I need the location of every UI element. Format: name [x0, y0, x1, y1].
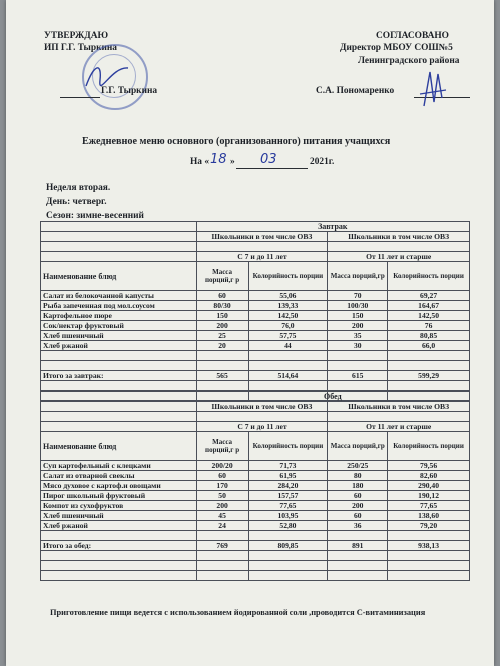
lunch-col-cal-a: Колорийность порции	[248, 432, 328, 461]
date-prefix: На «	[190, 157, 210, 167]
dish-name: Мясо духовое с картоф.и овощами	[41, 481, 197, 491]
lunch-table	[40, 391, 470, 581]
breakfast-col-mass-a: Масса порций,г р	[196, 262, 248, 291]
mass-b: 80	[328, 471, 388, 481]
page-title: Ежедневное меню основного (организованного) питания учащихся	[82, 136, 391, 147]
breakfast-age-b: От 11 лет и старше	[328, 252, 470, 262]
mass-b: 30	[328, 341, 388, 351]
dish-name: Хлеб ржаной	[41, 341, 197, 351]
dish-name: Пирог школьный фруктовый	[41, 491, 197, 501]
calories-a: 139,33	[248, 301, 328, 311]
mass-a: 200	[196, 501, 248, 511]
calories-a: 71,73	[248, 461, 328, 471]
table-row	[41, 471, 470, 481]
mass-a: 24	[196, 521, 248, 531]
dish-name: Хлеб ржаной	[41, 521, 197, 531]
calories-b: 290,40	[388, 481, 470, 491]
mass-a: 60	[196, 291, 248, 301]
table-row	[41, 331, 470, 341]
calories-a: 142,50	[248, 311, 328, 321]
dish-name: Хлеб пшеничный	[41, 511, 197, 521]
breakfast-col-mass-b: Масса порций,гр	[328, 262, 388, 291]
day-info: День: четверг.	[46, 197, 107, 207]
date-mid: »	[230, 157, 235, 167]
lunch-age-a: С 7 и до 11 лет	[196, 422, 328, 432]
dish-name: Рыба запеченная под мол.соусом	[41, 301, 197, 311]
calories-a: 103,95	[248, 511, 328, 521]
mass-a: 50	[196, 491, 248, 501]
mass-a: 170	[196, 481, 248, 491]
calories-a: 61,95	[248, 471, 328, 481]
table-row	[41, 321, 470, 331]
table-row	[41, 461, 470, 471]
approve-org: ИП Г.Г. Тыркина	[44, 43, 117, 53]
breakfast-group-b: Школьники в том числе ОВЗ	[328, 232, 470, 242]
approve-sign-line	[60, 97, 100, 98]
table-row	[41, 511, 470, 521]
calories-b: 190,12	[388, 491, 470, 501]
mass-b: 150	[328, 311, 388, 321]
calories-b: 76	[388, 321, 470, 331]
mass-b: 180	[328, 481, 388, 491]
breakfast-total-c2: 599,29	[388, 371, 470, 381]
agree-signature	[418, 68, 448, 110]
calories-b: 164,67	[388, 301, 470, 311]
dish-name: Суп картофельный с клецками	[41, 461, 197, 471]
approve-signer: Г.Г. Тыркина	[101, 86, 158, 96]
footer-note: Приготовление пищи ведется с использованием йодированной соли ,проводится С-витаминизация	[50, 608, 426, 617]
breakfast-title: Завтрак	[196, 222, 469, 232]
lunch-col-cal-b: Колорийность порции	[388, 432, 470, 461]
mass-a: 200/20	[196, 461, 248, 471]
calories-a: 52,80	[248, 521, 328, 531]
mass-b: 70	[328, 291, 388, 301]
menu-document	[6, 0, 494, 666]
table-row	[41, 311, 470, 321]
breakfast-table	[40, 221, 470, 401]
week-info: Неделя вторая.	[46, 183, 111, 193]
dish-name: Салат из белокочанной капусты	[41, 291, 197, 301]
agree-signer: С.А. Пономаренко	[316, 86, 395, 96]
calories-a: 55,06	[248, 291, 328, 301]
lunch-col-name: Наименование блюд	[41, 432, 197, 461]
lunch-total-c2: 938,13	[388, 541, 470, 551]
mass-a: 25	[196, 331, 248, 341]
calories-a: 77,65	[248, 501, 328, 511]
lunch-col-mass-a: Масса порций,г р	[196, 432, 248, 461]
calories-a: 157,57	[248, 491, 328, 501]
dish-name: Салат из отварной свеклы	[41, 471, 197, 481]
calories-b: 66,0	[388, 341, 470, 351]
lunch-group-a: Школьники в том числе ОВЗ	[196, 402, 328, 412]
dish-name: Сок/нектар фруктовый	[41, 321, 197, 331]
mass-a: 200	[196, 321, 248, 331]
date-year: 2021г.	[310, 157, 335, 167]
table-row	[41, 481, 470, 491]
calories-a: 284,20	[248, 481, 328, 491]
breakfast-group-a: Школьники в том числе ОВЗ	[196, 232, 328, 242]
breakfast-total-m1: 565	[196, 371, 248, 381]
date-day: 18	[210, 152, 227, 167]
mass-a: 80/30	[196, 301, 248, 311]
mass-b: 100/30	[328, 301, 388, 311]
calories-b: 138,60	[388, 511, 470, 521]
mass-b: 200	[328, 321, 388, 331]
calories-b: 80,85	[388, 331, 470, 341]
agree-district: Ленинградского района	[358, 56, 460, 66]
breakfast-age-a: С 7 и до 11 лет	[196, 252, 328, 262]
dish-name: Хлеб пшеничный	[41, 331, 197, 341]
calories-a: 57,75	[248, 331, 328, 341]
mass-b: 35	[328, 331, 388, 341]
mass-a: 20	[196, 341, 248, 351]
breakfast-col-cal-b: Колорийность порции	[388, 262, 470, 291]
breakfast-total-c1: 514,64	[248, 371, 328, 381]
calories-b: 142,50	[388, 311, 470, 321]
lunch-total-m2: 891	[328, 541, 388, 551]
calories-b: 77,65	[388, 501, 470, 511]
approve-label: УТВЕРЖДАЮ	[44, 31, 109, 41]
lunch-age-b: От 11 лет и старше	[328, 422, 470, 432]
lunch-group-b: Школьники в том числе ОВЗ	[328, 402, 470, 412]
mass-a: 45	[196, 511, 248, 521]
breakfast-total-m2: 615	[328, 371, 388, 381]
dish-name: Картофельное пюре	[41, 311, 197, 321]
lunch-col-mass-b: Масса порций,гр	[328, 432, 388, 461]
mass-b: 250/25	[328, 461, 388, 471]
table-row	[41, 491, 470, 501]
agree-org: Директор МБОУ СОШ№5	[340, 43, 453, 53]
table-row	[41, 341, 470, 351]
lunch-title: Обед	[196, 392, 469, 402]
mass-b: 60	[328, 511, 388, 521]
calories-b: 79,56	[388, 461, 470, 471]
season-info: Сезон: зимне-весенний	[46, 211, 144, 221]
breakfast-col-name: Наименование блюд	[41, 262, 197, 291]
calories-a: 76,0	[248, 321, 328, 331]
calories-b: 82,60	[388, 471, 470, 481]
breakfast-col-cal-a: Колорийность порции	[248, 262, 328, 291]
agree-label: СОГЛАСОВАНО	[376, 31, 449, 41]
dish-name: Компот из сухофруктов	[41, 501, 197, 511]
table-row	[41, 301, 470, 311]
mass-a: 60	[196, 471, 248, 481]
date-month-line	[236, 168, 308, 169]
mass-b: 60	[328, 491, 388, 501]
table-row	[41, 521, 470, 531]
calories-b: 79,20	[388, 521, 470, 531]
lunch-total-m1: 769	[196, 541, 248, 551]
lunch-total-c1: 809,85	[248, 541, 328, 551]
table-row	[41, 291, 470, 301]
lunch-total-label: Итого за обед:	[41, 541, 197, 551]
date-month: 03	[260, 152, 277, 167]
mass-a: 150	[196, 311, 248, 321]
mass-b: 36	[328, 521, 388, 531]
calories-a: 44	[248, 341, 328, 351]
mass-b: 200	[328, 501, 388, 511]
breakfast-total-label: Итого за завтрак:	[41, 371, 197, 381]
calories-b: 69,27	[388, 291, 470, 301]
table-row	[41, 501, 470, 511]
